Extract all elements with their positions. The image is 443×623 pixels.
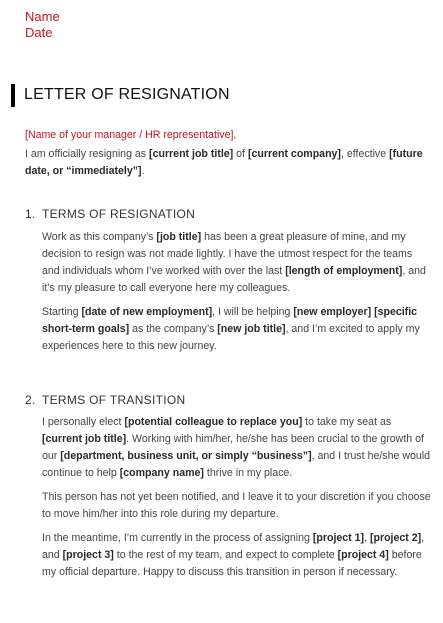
salutation: [Name of your manager / HR representative], [25,129,237,141]
paragraph [42,530,432,581]
body-text: as the company’s [129,323,218,335]
body-text: I am officially resigning as [25,148,150,160]
body-text: , [364,532,370,544]
body-text: to the rest of my team, and expect to complete [113,549,338,561]
placeholder-text: [new employer] [293,306,372,318]
placeholder-text: [specific short-term goals] [42,306,418,335]
sender-date: Date [25,25,53,40]
body-text: . [141,165,145,177]
placeholder-text: [potential colleague to replace you] [124,416,303,428]
sender-block [25,9,60,41]
section-number: 1. [25,207,36,221]
paragraph [42,304,432,355]
body-text: thrive in my place. [203,467,293,479]
paragraph [42,489,432,523]
placeholder-text: [project 3] [62,549,114,561]
section-heading [25,207,435,221]
body-text: This person has not yet been notified, and I leave it to your discretion if you choose to move him/her into this role during my departure. [42,491,431,520]
body-text: Work as this company’s [42,231,157,243]
body-text: , and I trust he/she would continue to help [42,450,430,479]
placeholder-text: [project 2] [369,532,422,544]
placeholder-text: [current job title] [149,148,234,160]
body-text: to take my seat as [302,416,392,428]
body-text: . Working with him/her, he/she has been crucial to the growth of our [42,433,424,462]
placeholder-text: [date of new employment] [81,306,213,318]
placeholder-text: [current job title] [42,433,127,445]
body-text: In the meantime, I’m currently in the process of assigning [42,532,313,544]
letter-title: LETTER OF RESIGNATION [24,86,230,103]
section-title: TERMS OF RESIGNATION [42,207,196,221]
body-text: , I will be helping [212,306,294,318]
placeholder-text: [department, business unit, or simply “business”] [60,450,312,462]
placeholder-text: [new job title] [217,323,286,335]
body-text: of [233,148,248,160]
placeholder-text: [current company] [247,148,341,160]
section-heading [25,393,435,407]
placeholder-text: [company name] [119,467,204,479]
title-accent-bar [11,84,15,107]
paragraph [42,229,432,297]
placeholder-text: [length of employment] [285,265,403,277]
body-text: I personally elect [42,416,125,428]
placeholder-text: [job title] [156,231,202,243]
sender-name: Name [25,9,60,24]
body-text: , and it’s my pleasure to call everyone here my colleagues. [42,265,426,294]
placeholder-text: [project 4] [337,549,389,561]
body-text: before my official departure. Happy to discuss this transition in person if necessary. [42,549,422,578]
body-text: has been a great pleasure of mine, and my decision to resign was not made lightly. I have the utmost respect for the teams and individuals whom I’ve worked with over the last [42,231,413,277]
body-text: , effective [340,148,390,160]
placeholder-text: [project 1] [312,532,365,544]
body-text: Starting [42,306,82,318]
section-title: TERMS OF TRANSITION [42,393,186,407]
title-block [11,83,230,107]
body-text: , and I’m excited to apply my experiences here to this new journey. [42,323,420,352]
section-terms-of-transition [25,393,435,581]
section-terms-of-resignation [25,207,435,355]
intro-paragraph [25,146,430,180]
body-text: , and [42,532,425,561]
section-number: 2. [25,393,36,407]
paragraph [42,414,432,482]
placeholder-text: [future date, or “immediately”] [25,148,423,177]
